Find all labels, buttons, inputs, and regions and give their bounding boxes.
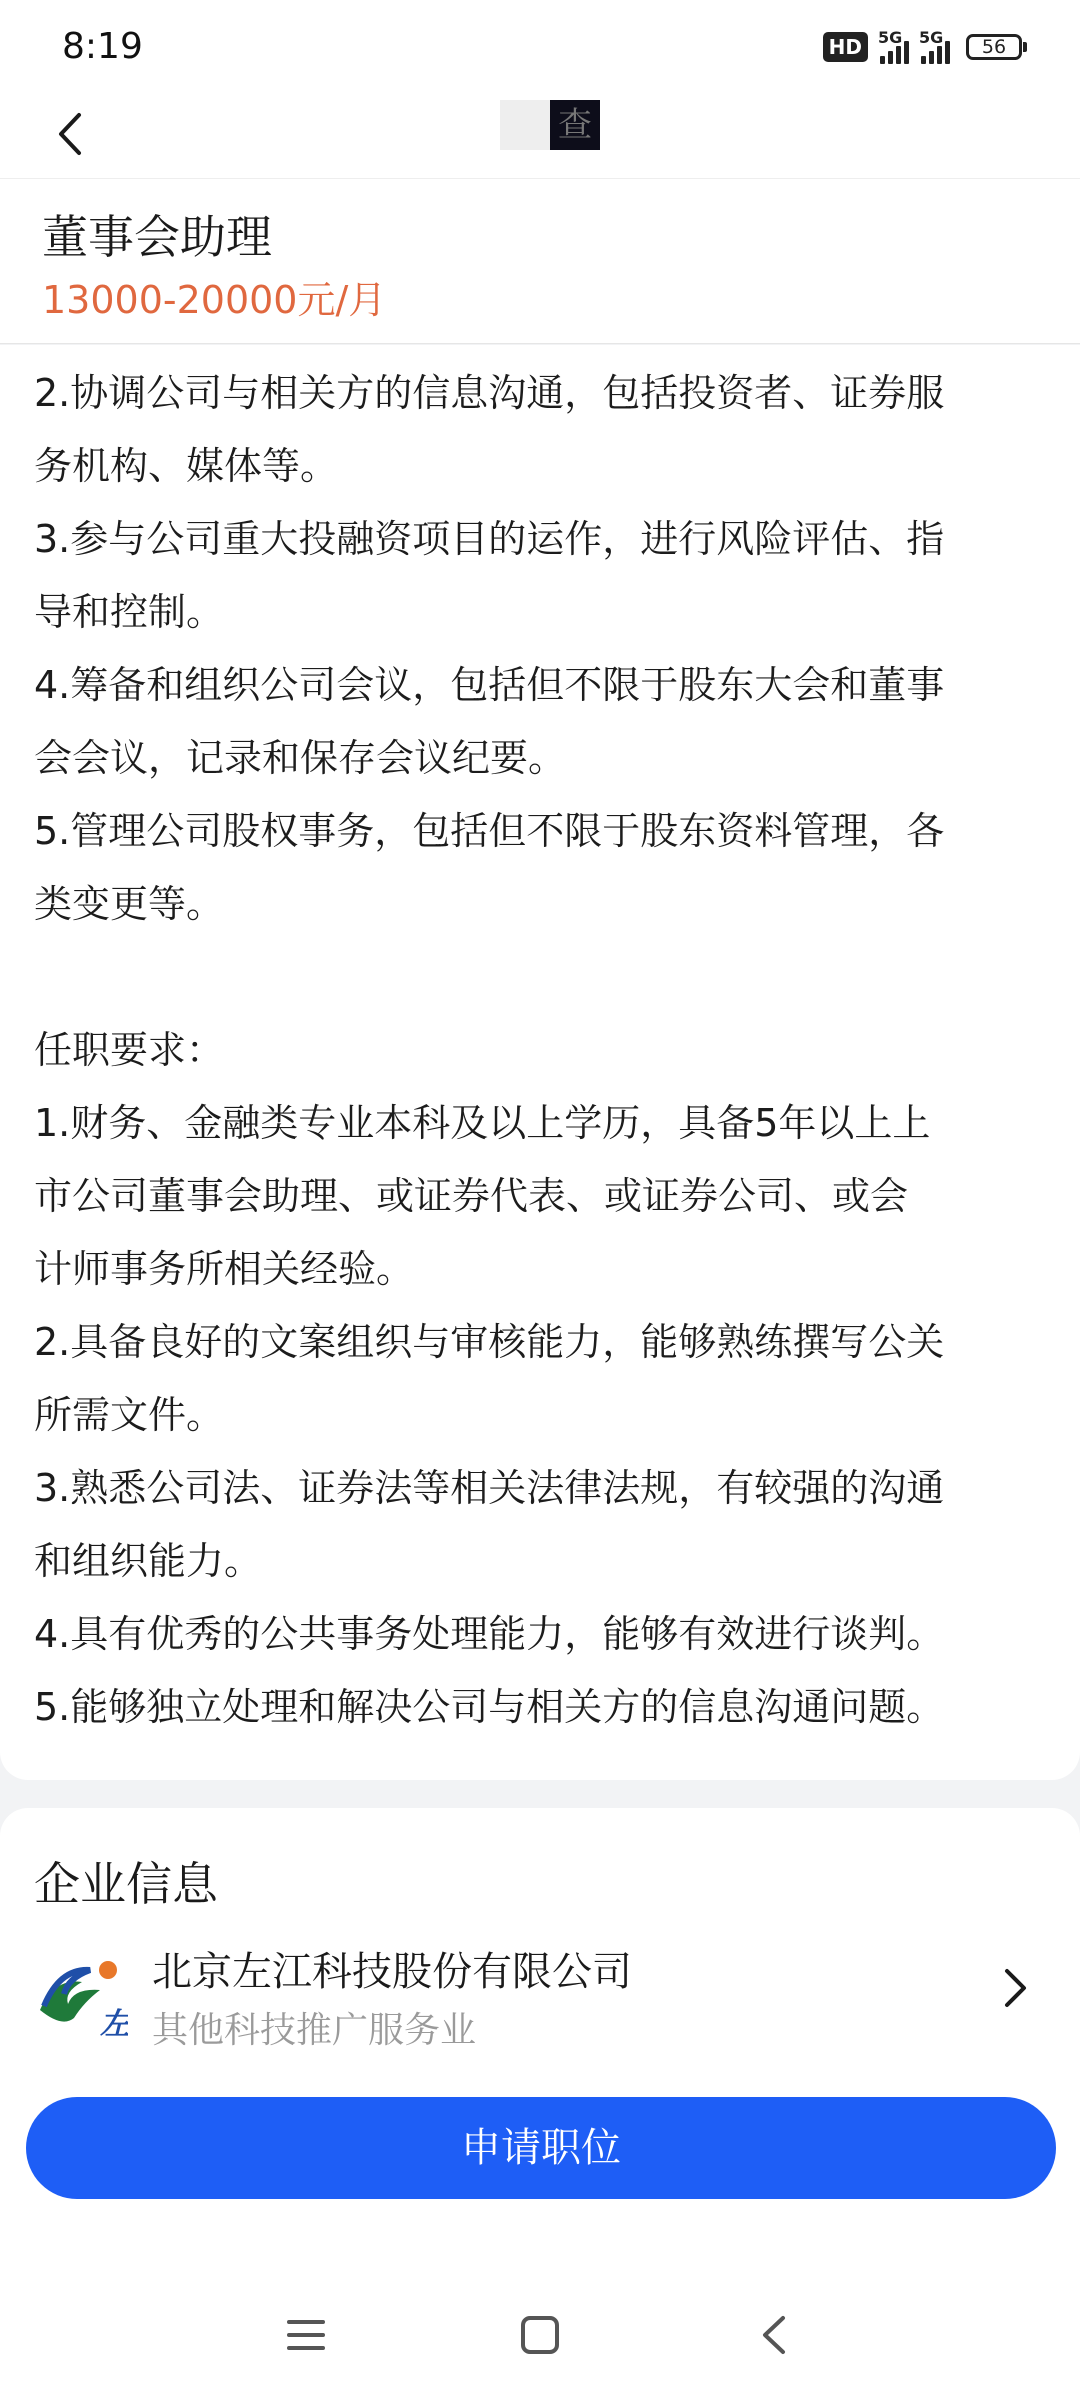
description-line: 会会议，记录和保存会议纪要。	[34, 736, 567, 780]
description-line: 4.具有优秀的公共事务处理能力，能够有效进行谈判。	[34, 1612, 945, 1656]
hd-voice-icon: HD	[823, 32, 868, 62]
network-type-label: 5G	[878, 28, 903, 47]
chevron-left-icon	[55, 111, 85, 157]
description-line: 市公司董事会助理、或证券代表、或证券公司、或会	[34, 1174, 909, 1218]
job-title: 董事会助理	[42, 210, 272, 264]
description-line: 计师事务所相关经验。	[34, 1247, 415, 1291]
status-bar	[0, 0, 1080, 100]
apply-job-button[interactable]: 申请职位	[26, 2097, 1056, 2199]
nav-bar	[0, 100, 1080, 178]
back-nav-icon[interactable]	[744, 2305, 804, 2365]
job-description-card	[0, 345, 1080, 1780]
home-icon[interactable]	[510, 2305, 570, 2365]
blank-line	[34, 941, 1054, 1014]
status-icons	[823, 30, 1022, 64]
job-header	[0, 178, 1080, 344]
back-button[interactable]	[40, 104, 100, 164]
chevron-right-icon	[992, 1958, 1040, 2018]
signal-strength-icon-2	[919, 30, 950, 64]
company-name: 北京左江科技股份有限公司	[152, 1949, 632, 1995]
company-section-heading: 企业信息	[34, 1857, 218, 1911]
company-logo	[34, 1948, 128, 2042]
description-line: 类变更等。	[34, 882, 225, 926]
description-line: 3.熟悉公司法、证券法等相关法律法规，有较强的沟通	[34, 1466, 945, 1510]
description-line: 1.财务、金融类专业本科及以上学历，具备5年以上上	[34, 1101, 931, 1145]
menu-icon[interactable]	[276, 2305, 336, 2365]
description-line: 任职要求：	[34, 1028, 225, 1072]
description-line: 2.具备良好的文案组织与审核能力，能够熟练撰写公关	[34, 1320, 945, 1364]
status-time: 8:19	[62, 26, 143, 67]
description-line: 导和控制。	[34, 590, 225, 634]
job-description	[34, 357, 1054, 1744]
signal-strength-icon	[878, 30, 909, 64]
description-line: 和组织能力。	[34, 1539, 263, 1583]
description-line: 5.能够独立处理和解决公司与相关方的信息沟通问题。	[34, 1685, 945, 1729]
job-salary: 13000-20000元/月	[42, 278, 387, 322]
company-industry: 其他科技推广服务业	[152, 2010, 477, 2051]
company-logo-text: 左	[100, 2007, 128, 2042]
page-title-fragment: 查	[550, 100, 600, 150]
description-line: 4.筹备和组织公司会议，包括但不限于股东大会和董事	[34, 663, 945, 707]
battery-icon: 56	[966, 34, 1022, 60]
description-line: 3.参与公司重大投融资项目的运作，进行风险评估、指	[34, 517, 945, 561]
system-nav-bar	[0, 2290, 1080, 2380]
description-line: 2.协调公司与相关方的信息沟通，包括投资者、证券服	[34, 371, 945, 415]
page-title-redacted	[500, 100, 600, 150]
company-row[interactable]	[0, 1928, 1080, 2058]
description-line: 务机构、媒体等。	[34, 444, 339, 488]
description-line: 所需文件。	[34, 1393, 225, 1437]
network-type-label-2: 5G	[919, 28, 944, 47]
description-line: 5.管理公司股权事务，包括但不限于股东资料管理，各	[34, 809, 945, 853]
